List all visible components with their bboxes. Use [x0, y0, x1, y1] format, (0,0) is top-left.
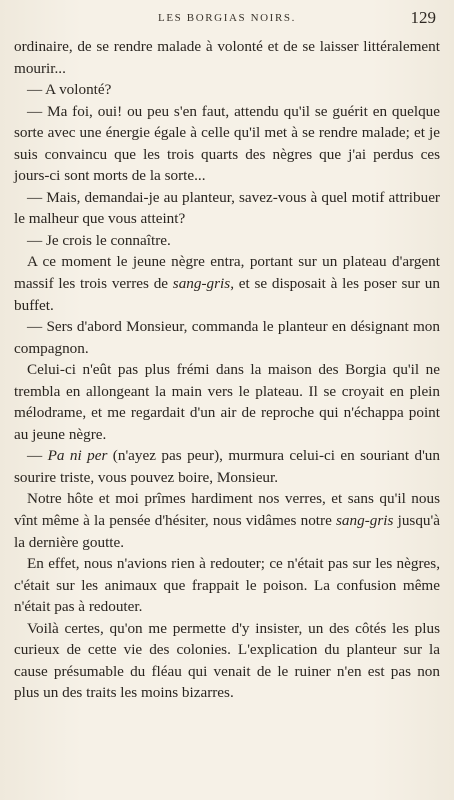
italic-text-run: Pa ni per — [47, 447, 108, 465]
text-run: — A volonté? — [27, 81, 112, 99]
body-text — [14, 36, 440, 704]
paragraph — [14, 359, 440, 445]
paragraph — [14, 251, 440, 316]
paragraph — [14, 316, 440, 359]
text-run: ordinaire, de se rendre malade à volonté et de se laisser littéralement mourir... — [14, 38, 440, 77]
paragraph — [14, 101, 440, 187]
italic-text-run: sang-gris — [172, 275, 231, 293]
italic-text-run: sang-gris — [336, 512, 394, 530]
text-run: — Je crois le connaître. — [27, 231, 171, 249]
paragraph — [14, 36, 440, 79]
paragraph — [14, 187, 440, 230]
text-run: — Mais, demandai-je au planteur, savez-vous à quel motif attribuer le malheur que vous atteint? — [14, 188, 440, 228]
paragraph — [14, 230, 440, 252]
text-run: jusqu'à la dernière goutte. — [14, 512, 440, 551]
paragraph — [14, 445, 440, 488]
text-run: — Sers d'abord Monsieur, commanda le planteur en désignant mon compagnon. — [14, 318, 440, 357]
running-title: LES BORGIAS NOIRS. — [158, 12, 296, 24]
paragraph — [14, 553, 440, 618]
page-number: 129 — [410, 8, 436, 27]
text-run: , et se disposait à les poser sur un buffet. — [14, 275, 440, 314]
text-run: (n'ayez pas peur), murmura celui-ci en souriant d'un sourire triste, vous pouvez boire, Monsieur. — [14, 447, 440, 486]
paragraph — [14, 79, 440, 101]
paragraph — [14, 618, 440, 704]
text-run: Voilà certes, qu'on me permette d'y insister, un des côtés les plus curieux de cette vie des colonies. L'explication du planteur sur la cause présumable du fléau qui venait de le ruiner n'en est pas non plus un des traits les moins bizarres. — [14, 619, 440, 702]
text-run: A ce moment le jeune nègre entra, portant sur un plateau d'argent massif les trois verres de — [14, 253, 440, 293]
text-run: En effet, nous n'avions rien à redouter; ce n'était pas sur les nègres, c'était sur les animaux que frappait le poison. La confusion même n'était pas à redouter. — [14, 555, 440, 616]
text-run: Celui-ci n'eût pas plus frémi dans la maison des Borgia qu'il ne trembla en allongeant la main vers le plateau. Il se croyait en plein mélodrame, et me regardait d'un air de reproche qui n'échappa point au jeune nègre. — [14, 361, 440, 443]
text-run: — — [27, 447, 48, 465]
paragraph — [14, 488, 440, 553]
text-run: — Ma foi, oui! ou peu s'en faut, attendu qu'il se guérit en quelque sorte avec une énergie égale à celle qu'il met à se rendre malade; et je suis convaincu que les trois quarts des nègres que j'ai perdus ces jours-ci sont morts de la sorte... — [14, 102, 440, 185]
page-header — [14, 8, 440, 34]
text-run: Notre hôte et moi prîmes hardiment nos verres, et sans qu'il nous vînt même à la pensée d'hésiter, nous vidâmes notre — [14, 490, 440, 530]
